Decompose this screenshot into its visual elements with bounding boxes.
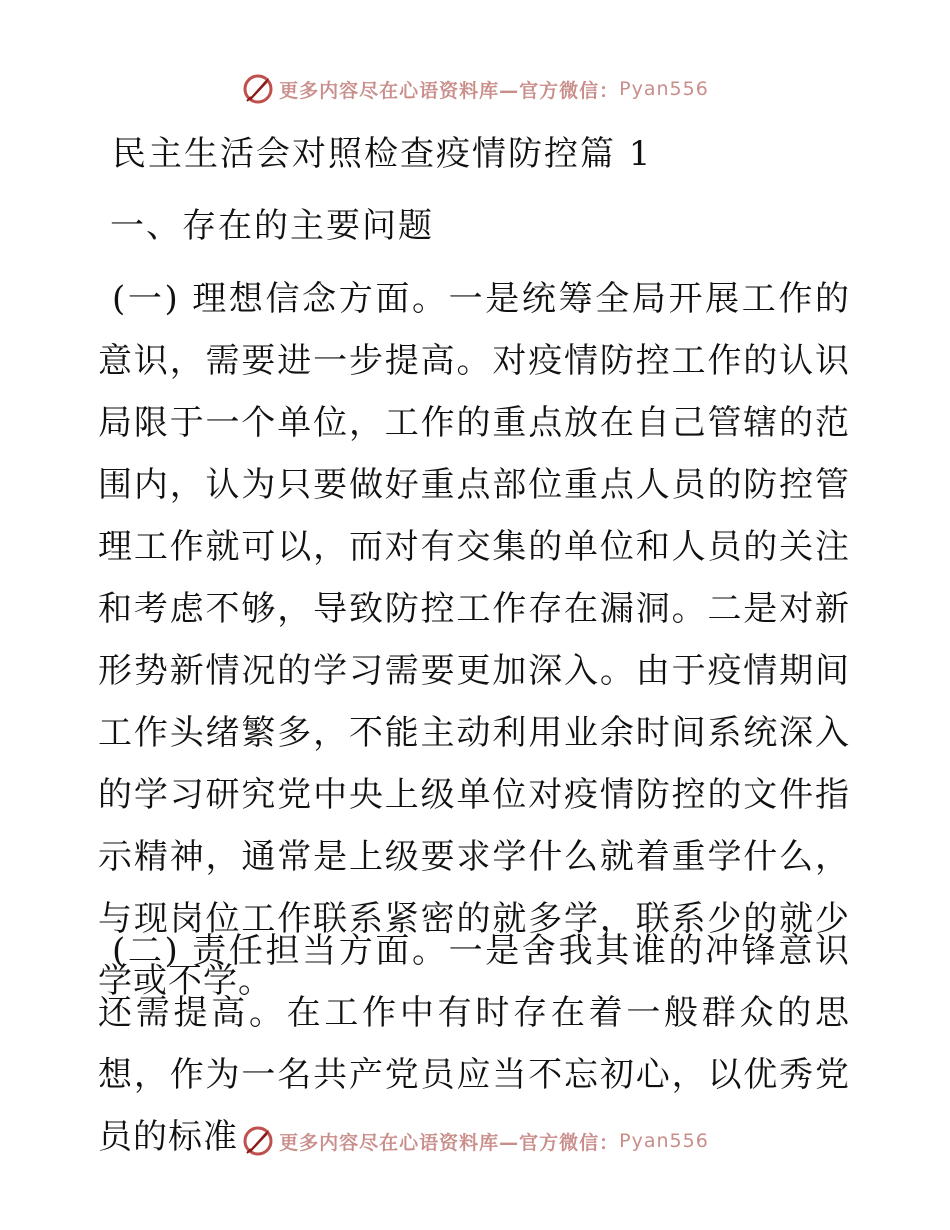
header-watermark <box>0 72 950 106</box>
paragraph-ideals-beliefs <box>98 268 850 1012</box>
paragraph-text: (二) 责任担当方面。一是舍我其谁的冲锋意识还需提高。在工作中有时存在着一般群众的思想，作为一名共产党员应当不忘初心，以优秀党员的标准 <box>98 931 850 1157</box>
watermark-wechat-id: Pyan556 <box>619 78 709 100</box>
watermark-wechat-id: Pyan556 <box>619 1130 709 1152</box>
watermark-text: 更多内容尽在心语资料库—官方微信： <box>279 1131 620 1154</box>
watermark-text: 更多内容尽在心语资料库—官方微信： <box>279 79 620 102</box>
section-heading: 一、存在的主要问题 <box>110 206 434 246</box>
quill-pen-logo-icon <box>241 1124 275 1158</box>
footer-watermark <box>0 1124 950 1158</box>
paragraph-text: (一) 理想信念方面。一是统筹全局开展工作的意识，需要进一步提高。对疫情防控工作的认识局限于一个单位，工作的重点放在自己管辖的范围内，认为只要做好重点部位重点人员的防控管理工作就可以，而对有交集的单位和人员的关注和考虑不够，导致防控工作存在漏洞。二是对新形势新情况的学习需要更加深入。由于疫情期间工作头绪繁多，不能主动利用业余时间系统深入的学习研究党中央上级单位对疫情防控的文件指示精神，通常是上级要求学什么就着重学什么，与现岗位工作联系紧密的就多学，联系少的就少学或不学。 <box>98 279 850 1001</box>
document-title: 民主生活会对照检查疫情防控篇 1 <box>112 134 653 174</box>
quill-pen-logo-icon <box>241 72 275 106</box>
